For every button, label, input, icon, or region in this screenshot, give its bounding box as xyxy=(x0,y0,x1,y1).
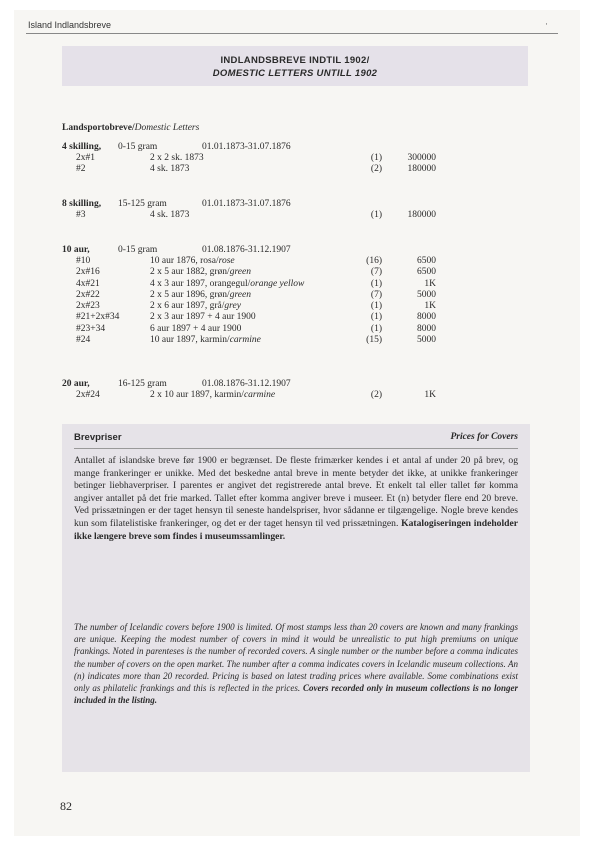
franking-description xyxy=(150,301,241,312)
description-en: green xyxy=(229,289,251,300)
stamp-number: 2x#24 xyxy=(76,390,100,400)
price: 8000 xyxy=(417,312,436,323)
prices-text-en-bold: Covers recorded only in museum collections is no longer included in the listing. xyxy=(74,683,518,706)
table-row xyxy=(62,153,536,164)
recorded-count: (7) xyxy=(370,289,382,300)
group-rate: 20 aur, xyxy=(62,379,90,389)
price: 1K xyxy=(424,301,436,312)
price: 1K xyxy=(424,278,436,289)
franking-description xyxy=(150,312,256,323)
group-weight: 15-125 gram xyxy=(118,199,167,209)
franking-description xyxy=(150,279,304,290)
recorded-count: (1) xyxy=(370,301,382,312)
section-heading xyxy=(62,123,199,133)
prices-title-da: Brevpriser xyxy=(74,432,122,443)
recorded-count: (1) xyxy=(370,210,382,220)
running-header: Island Indlandsbreve xyxy=(28,20,112,30)
franking-description xyxy=(150,164,189,175)
price: 6500 xyxy=(417,256,436,266)
description-en: orange yellow xyxy=(250,278,305,289)
recorded-count: (1) xyxy=(370,312,382,323)
description-da: 2 x 2 sk. 1873 xyxy=(150,153,204,163)
description-da: 6 aur 1897 + 4 aur 1900 xyxy=(150,323,242,334)
title-english: DOMESTIC LETTERS UNTILL 1902 xyxy=(212,68,378,79)
rate-group-header xyxy=(62,244,536,256)
rate-group xyxy=(62,198,536,221)
prices-text-da-bold: Katalogiseringen indeholder ikke længere breve som findes i museumssamlinger. xyxy=(74,517,518,542)
rate-group xyxy=(62,244,536,346)
franking-description xyxy=(150,390,275,401)
description-en: rose xyxy=(218,256,235,266)
recorded-count: (1) xyxy=(370,153,382,163)
stamp-number: 2x#1 xyxy=(76,153,95,163)
stamp-number: 2x#22 xyxy=(76,289,100,300)
group-weight: 0-15 gram xyxy=(118,245,158,255)
table-row xyxy=(62,279,536,290)
description-da: 2 x 3 aur 1897 + 4 aur 1900 xyxy=(150,312,256,323)
stamp-number: #2 xyxy=(76,164,86,175)
table-row xyxy=(62,312,536,323)
table-row xyxy=(62,164,536,175)
rate-group-header xyxy=(62,378,536,390)
description-da: 2 x 5 aur 1896, grøn/ xyxy=(150,289,230,300)
stamp-number: #3 xyxy=(76,210,86,220)
group-weight: 16-125 gram xyxy=(118,379,167,389)
table-row xyxy=(62,290,536,301)
stamp-number: 2x#23 xyxy=(76,301,100,312)
franking-description xyxy=(150,335,261,346)
description-en: green xyxy=(229,267,251,278)
header-rule xyxy=(26,33,558,34)
prices-text-da-body: Antallet af islandske breve før 1900 er begrænset. De fleste frimærker kendes i et antal af under 20 på brev, og mange frankeringer er unikke. Med det beskedne antal breve in mente betyder det ikke, at unikke frankeringer betinger liebhaverpriser. I parentes er angivet det registrerede antal breve. Et enkelt tal eller tallet før komma angiver antallet på det frie marked. Tallet efter komma angiver breve i museer. Et (n) betyder flere end 20 breve. Ved prissætningen er der taget hensyn til seneste handelspriser, hvor sådanne er tilgængelige. Nogle breve kendes kun som filatelistiske frankeringer, og det er der taget hensyn til ved prissætningen. xyxy=(74,455,518,529)
table-row xyxy=(62,267,536,278)
rate-group xyxy=(62,378,536,401)
price: 1K xyxy=(424,390,436,400)
stamp-number: #21+2x#34 xyxy=(76,312,120,323)
rate-group xyxy=(62,141,536,176)
price: 180000 xyxy=(407,210,436,220)
prices-text-en-body: The number of Icelandic covers before 1900 is limited. Of most stamps less than 20 covers are known and many frankings are unique. Keeping the modest number of covers in mind it would be unrealistic to put high premiums on unique frankings. Noted in parenteses is the number of recorded covers. A single number or the number before a comma indicates the number of covers on the open market. The number after a comma indicates covers in Icelandic museum collections. An (n) indicates more than 20 recorded. Pricing is based on latest trading prices where available. Some combinations exist only as philatelic frankings and this is reflected in the prices. xyxy=(74,622,518,694)
section-heading-da: Landsportobreve/ xyxy=(62,123,135,133)
stamp-number: 4x#21 xyxy=(76,278,100,289)
rate-group-header xyxy=(62,198,536,210)
header-mark: · xyxy=(545,19,548,29)
recorded-count: (15) xyxy=(366,335,382,346)
stamp-number: #24 xyxy=(76,335,91,346)
franking-description xyxy=(150,210,189,221)
group-weight: 0-15 gram xyxy=(118,142,158,152)
price: 5000 xyxy=(417,289,436,300)
stamp-number: 2x#16 xyxy=(76,267,100,278)
description-da: 2 x 10 aur 1897, karmin/ xyxy=(150,390,244,400)
prices-rule xyxy=(74,448,518,449)
recorded-count: (1) xyxy=(370,278,382,289)
group-rate: 10 aur, xyxy=(62,245,90,255)
group-rate: 8 skilling, xyxy=(62,199,102,209)
description-da: 4 sk. 1873 xyxy=(150,164,190,175)
prices-title-en: Prices for Covers xyxy=(450,432,518,442)
recorded-count: (2) xyxy=(370,164,382,175)
description-da: 4 x 3 aur 1897, orangegul/ xyxy=(150,278,251,289)
franking-description xyxy=(150,324,241,335)
group-rate: 4 skilling, xyxy=(62,142,102,152)
section-heading-en: Domestic Letters xyxy=(134,123,200,133)
table-row xyxy=(62,210,536,221)
page-number: 82 xyxy=(60,799,72,813)
franking-description xyxy=(150,290,251,301)
description-da: 10 aur 1876, rosa/ xyxy=(150,256,219,266)
group-dates: 01.08.1876-31.12.1907 xyxy=(202,379,291,389)
price: 5000 xyxy=(417,335,436,346)
group-dates: 01.01.1873-31.07.1876 xyxy=(202,142,291,152)
description-en: carmine xyxy=(243,390,276,400)
description-en: grey xyxy=(224,301,241,312)
rate-group-header xyxy=(62,141,536,153)
description-da: 2 x 5 aur 1882, grøn/ xyxy=(150,267,230,278)
price: 180000 xyxy=(407,164,436,175)
franking-description xyxy=(150,267,251,278)
description-en: carmine xyxy=(229,335,261,346)
recorded-count: (1) xyxy=(370,323,382,334)
group-dates: 01.01.1873-31.07.1876 xyxy=(202,199,291,209)
description-da: 4 sk. 1873 xyxy=(150,210,190,220)
title-box xyxy=(62,46,528,86)
prices-text-en xyxy=(74,621,518,706)
recorded-count: (2) xyxy=(370,390,382,400)
stamp-number: #10 xyxy=(76,256,91,266)
table-row xyxy=(62,301,536,312)
price: 300000 xyxy=(407,153,436,163)
table-row xyxy=(62,335,536,346)
prices-text-da xyxy=(74,455,518,543)
price: 8000 xyxy=(417,323,436,334)
prices-box xyxy=(62,424,530,772)
price: 6500 xyxy=(417,267,436,278)
table-row xyxy=(62,390,536,401)
description-da: 10 aur 1897, karmin/ xyxy=(150,335,230,346)
title-danish: INDLANDSBREVE INDTIL 1902/ xyxy=(220,55,370,66)
recorded-count: (7) xyxy=(370,267,382,278)
stamp-number: #23+34 xyxy=(76,323,106,334)
franking-description xyxy=(150,153,204,164)
table-row xyxy=(62,256,536,267)
description-da: 2 x 6 aur 1897, grå/ xyxy=(150,301,225,312)
group-dates: 01.08.1876-31.12.1907 xyxy=(202,245,291,255)
recorded-count: (16) xyxy=(366,256,382,266)
table-row xyxy=(62,324,536,335)
franking-description xyxy=(150,256,235,267)
